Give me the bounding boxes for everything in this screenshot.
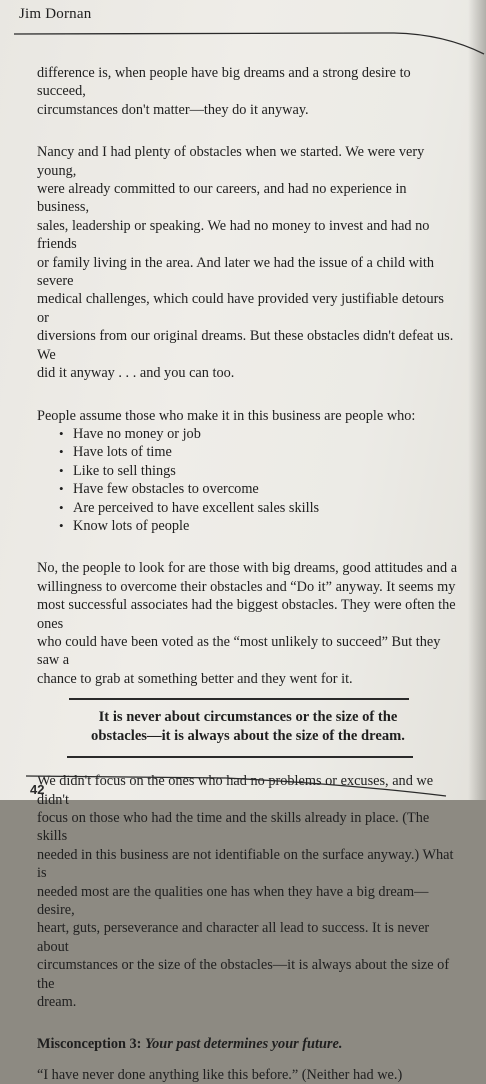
paragraph-line: focus on those who had the time and the skills already in place. (The skills <box>37 810 430 845</box>
heading-prefix: Misconception 3: <box>37 1036 142 1053</box>
page-shadow <box>468 0 486 800</box>
paragraph-line: circumstances or the size of the obstacles—it is always about the size of the <box>37 957 450 992</box>
quote-line: “I have never done anything like this before.” (Neither had we.) <box>37 1066 403 1083</box>
paragraph-1 <box>37 64 459 119</box>
paragraph-line: needed in this business are not identifiable on the surface anyway.) What is <box>37 846 454 882</box>
paragraph-line: diversions from our original dreams. But these obstacles didn't defeat us. We <box>37 328 454 363</box>
list-item: • Know lots of people <box>59 517 190 534</box>
paragraph-line: sales, leadership or speaking. We had no money to invest and had no friends <box>37 217 430 253</box>
list-item: • Like to sell things <box>59 462 176 479</box>
list-item: • Have no money or job <box>59 425 201 442</box>
pull-quote-top-rule <box>69 698 409 700</box>
assumption-list <box>37 425 459 535</box>
pull-quote <box>37 698 459 752</box>
bullet-icon: • <box>59 517 64 533</box>
paragraph-line: dream. <box>37 994 77 1011</box>
list-item: • Are perceived to have excellent sales skills <box>59 499 320 516</box>
paragraph-line: No, the people to look for are those with big dreams, good attitudes and a <box>37 560 458 577</box>
paragraph-line: difference is, when people have big dreams and a strong desire to succeed, <box>37 65 411 100</box>
section-heading <box>37 1035 459 1053</box>
paragraph-line: who could have been voted as the “most unlikely to succeed” But they saw a <box>37 633 441 669</box>
paragraph-line: were already committed to our careers, and had no experience in business, <box>37 181 407 216</box>
paragraph-line: medical challenges, which could have provided very justifiable detours or <box>37 291 444 326</box>
paragraph-line: willingness to overcome their obstacles and “Do it” anyway. It seems my <box>37 578 456 595</box>
paragraph-line: We didn't focus on the ones who had no problems or excuses, and we didn't <box>37 773 434 808</box>
paragraph-2 <box>37 143 459 382</box>
list-item: • Have lots of time <box>59 444 172 461</box>
list-intro: People assume those who make it in this business are people who: <box>37 407 416 424</box>
header-rule <box>14 20 484 60</box>
bullet-icon: • <box>59 462 64 478</box>
bullet-icon: • <box>59 425 64 441</box>
footer-rule <box>26 770 446 800</box>
bullet-icon: • <box>59 444 64 460</box>
paragraph-line: needed most are the qualities one has when they have a big dream—desire, <box>37 883 429 919</box>
pull-quote-text: It is never about circumstances or the size of the obstacles—it is always about the size of the dream. <box>91 709 405 745</box>
body-text <box>37 64 459 1084</box>
paragraph-line: most successful associates had the biggest obstacles. They were often the ones <box>37 597 456 632</box>
pull-quote-bottom-rule <box>67 756 413 758</box>
paragraph-line: heart, guts, perseverance and character all lead to success. It is never about <box>37 920 430 955</box>
running-header-author: Jim Dornan <box>19 6 92 22</box>
heading-title: Your past determines your future. <box>145 1036 343 1053</box>
paragraph-line: did it anyway . . . and you can too. <box>37 365 235 382</box>
paragraph-5 <box>37 772 459 1011</box>
bullet-icon: • <box>59 481 64 497</box>
paragraph-line: Nancy and I had plenty of obstacles when we started. We were very young, <box>37 144 425 179</box>
paragraph-line: circumstances don't matter—they do it anyway. <box>37 101 309 118</box>
paragraph-line: chance to grab at something better and they went for it. <box>37 670 353 687</box>
list-item: • Have few obstacles to overcome <box>59 481 259 498</box>
paragraph-line: or family living in the area. And later we had the issue of a child with severe <box>37 254 435 290</box>
bullet-icon: • <box>59 499 64 515</box>
paragraph-4 <box>37 559 459 688</box>
page-number: 42 <box>30 782 45 797</box>
